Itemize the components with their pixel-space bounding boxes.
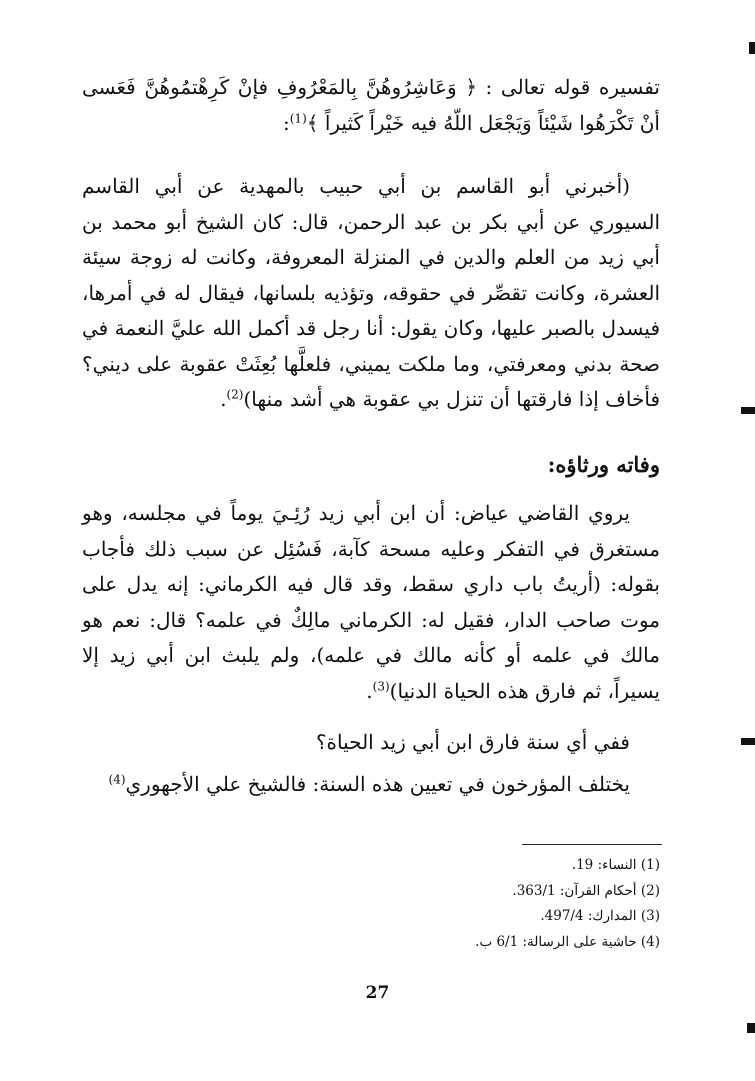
- historians-paragraph: [82, 767, 660, 803]
- verse-paragraph: [82, 70, 660, 141]
- scan-mark-top: [749, 42, 755, 54]
- scan-mark-middle-2: [741, 738, 755, 745]
- narration-block: [82, 169, 660, 418]
- body-text: [82, 70, 660, 141]
- footnote-ref-2: (2): [226, 387, 244, 402]
- footnote-1: (1) النساء: 19.: [571, 857, 660, 873]
- verse-text: تفسيره قوله تعالى : ﴿ وَعَاشِرُوهُنَّ بِالمَعْرُوفِ فإنْ كَرِهْتمُوهُنَّ فَعَسى أنْ تَكْرَهُوا شَيْئاً وَيَجْعَل اللّهُ فيه خَيْراً كَثيراً ﴾: [82, 75, 660, 135]
- scan-mark-bottom: [747, 1023, 755, 1033]
- narration-text: (أخبرني أبو القاسم بن أبي حبيب بالمهدية عن أبي القاسم السيوري عن أبي بكر بن عبد الرحمن، قال: كان الشيخ أبو محمد بن أبي زيد من العلم والدين في المنزلة المعروفة، وكانت له زوجة سيئة العشرة، وكانت تقصِّر في حقوقه، وتؤذيه بلسانها، فيقال له في أمرها، فيسدل بالصبر عليها، وكان يقول: أنا رجل قد أكمل الله عليَّ النعمة في صحة بدني ومعرفتي، وما ملكت يميني، فلعلَّها بُعِثَتْ عقوبة على ديني؟ فأخاف إذا فارقتها أن تنزل بي عقوبة هي أشد منها): [82, 174, 660, 411]
- footnote-divider: [522, 844, 662, 845]
- death-paragraph: [82, 496, 660, 709]
- page-number: 27: [365, 983, 390, 1003]
- narration-end: .: [220, 387, 227, 411]
- verse-colon: :: [282, 110, 290, 135]
- historians-text: يختلف المؤرخون في تعيين هذه السنة: فالشيخ علي الأجهوري: [125, 772, 630, 796]
- footnote-ref-3: (3): [372, 678, 390, 693]
- historians-block: [82, 767, 660, 803]
- footnote-ref-4: (4): [108, 772, 126, 787]
- death-text: يروي القاضي عياض: أن ابن أبي زيد رُئِـيَ يوماً في مجلسه، وهو مستغرق في التفكر وعليه مسحة كآبة، فَسُئِل عن سبب ذلك فأجاب بقوله: (أريتُ باب داري سقط، وقد قال فيه الكرماني: إنه يدل على موت صاحب الدار، فقيل له: الكرماني مالِكٌ في علمه؟ قال: نعم هو مالك في علمه أو كأنه مالك في علمه)، ولم يلبث ابن أبي زيد إلا يسيراً، ثم فارق هذه الحياة الدنيا): [82, 501, 660, 703]
- footnote-4: (4) حاشية على الرسالة: 6/1 ب.: [475, 933, 660, 950]
- footnote-2: (2) أحكام القرآن: 363/1.: [512, 882, 660, 899]
- section-heading: وفاته ورثاؤه:: [547, 452, 660, 477]
- death-block: [82, 496, 660, 709]
- footnote-ref-1: (1): [289, 110, 307, 125]
- footnote-3: (3) المدارك: 497/4.: [540, 908, 660, 924]
- question-paragraph: ففي أي سنة فارق ابن أبي زيد الحياة؟: [315, 730, 630, 754]
- narration-paragraph: [82, 169, 660, 418]
- death-end: .: [366, 678, 373, 703]
- question-block: [82, 725, 660, 761]
- footnotes: [475, 853, 660, 955]
- scan-mark-middle-1: [741, 407, 755, 414]
